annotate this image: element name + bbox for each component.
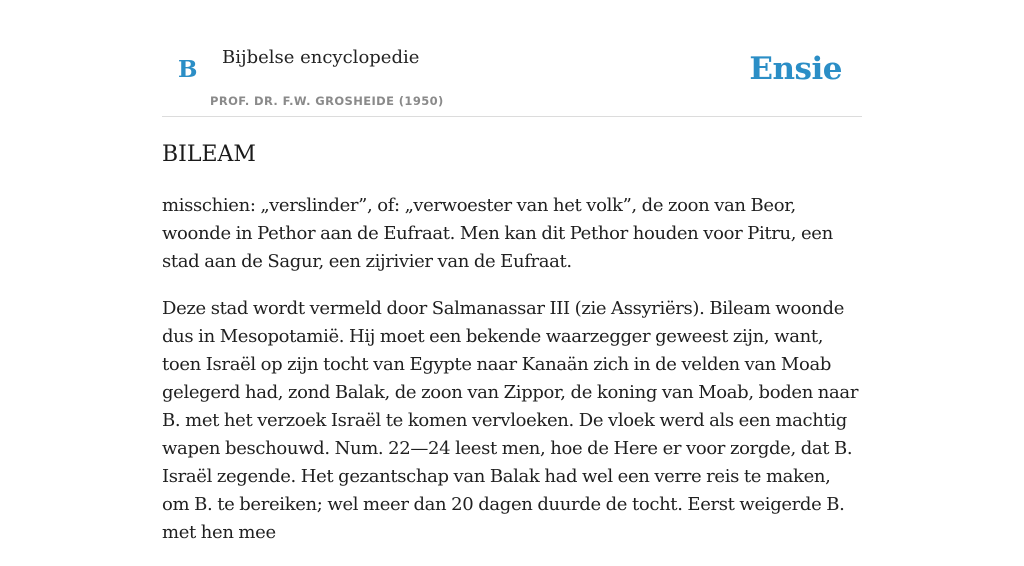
book-letter-logo[interactable]: B [178, 56, 198, 83]
ensie-logo-link[interactable]: Ensie [749, 51, 842, 87]
entry-paragraph: misschien: „verslinder”, of: „verwoester van het volk”, de zoon van Beor, woonde in Pethor aan de Eufraat. Men kan dit Pethor houden voor Pitru, een stad aan de Sagur, een zijrivier van de Eufraat. [162, 195, 833, 272]
book-author: PROF. DR. F.W. GROSHEIDE (1950) [210, 94, 444, 108]
book-title-link[interactable]: Bijbelse encyclopedie [222, 47, 420, 68]
entry-title: BILEAM [162, 142, 256, 167]
entry-paragraph: Deze stad wordt vermeld door Salmanassar III (zie Assyriërs). Bileam woonde dus in Mesopotamië. Hij moet een bekende waarzegger geweest zijn, want, toen Israël op zijn tocht van Egypte naar Kanaän zich in de velden van Moab gelegerd had, zond Balak, de zoon van Zippor, de koning van Moab, boden naar B. met het verzoek Israël te komen vervloeken. De vloek werd als een machtig wapen beschouwd. Num. 22—24 leest men, hoe de Here er voor zorgde, dat B. Israël zegende. Het gezantschap van Balak had wel een verre reis te maken, om B. te bereiken; wel meer dan 20 dagen duurde de tocht. Eerst weigerde B. met hen mee [162, 298, 859, 543]
page [162, 0, 862, 543]
book-header [162, 0, 862, 117]
entry-body [162, 192, 862, 566]
